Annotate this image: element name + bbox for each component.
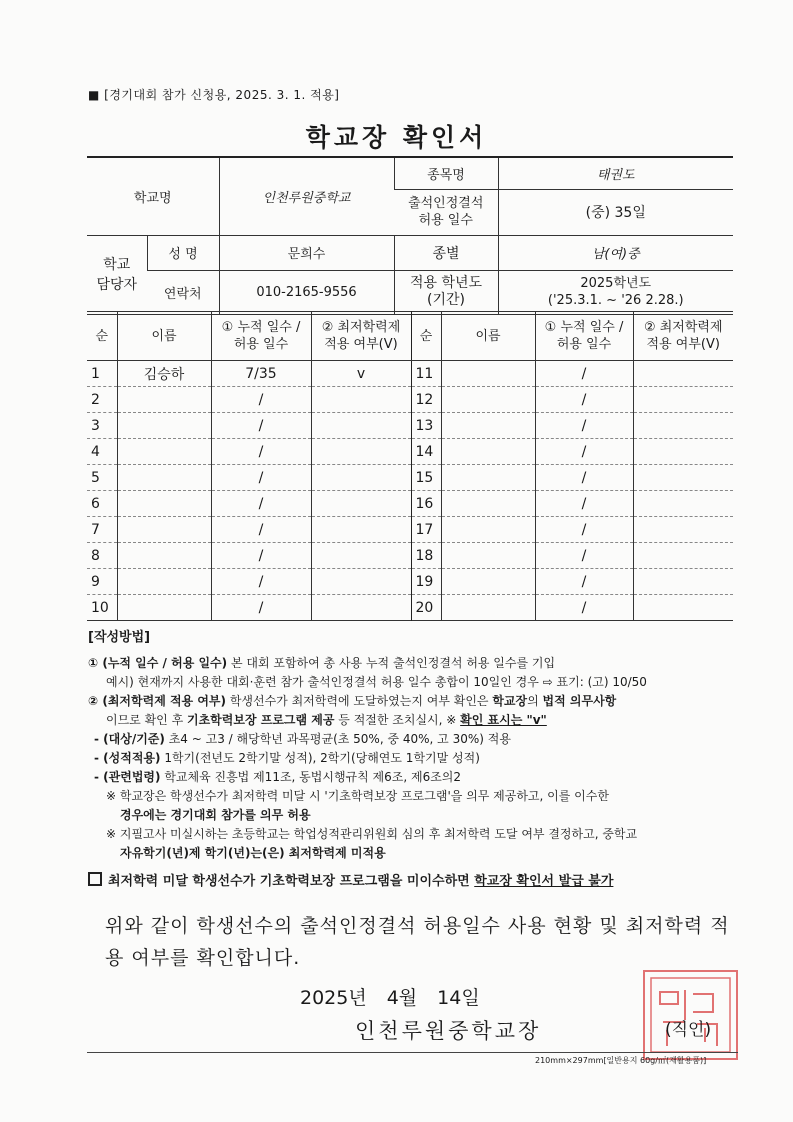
row-name: 김승하	[117, 361, 211, 387]
method-note-1: ※ 학교장은 학생선수가 최저학력 미달 시 '기초학력보장 프로그램'을 의무 제공하고, 이를 이수한	[106, 789, 609, 803]
row-name	[117, 387, 211, 413]
table-row	[87, 465, 733, 491]
header-days: ① 누적 일수 / 허용 일수	[211, 312, 311, 361]
row-days: /	[535, 361, 633, 387]
method-note-2-cont: 자유학기(년)제 학기(년)는(은) 최저학력제 미적용	[120, 846, 386, 860]
row-no: 18	[411, 543, 441, 569]
row-days: /	[211, 413, 311, 439]
table-row	[87, 569, 733, 595]
row-min	[633, 413, 733, 439]
bottom-divider	[87, 1052, 738, 1053]
row-no: 13	[411, 413, 441, 439]
school-name: 인천루원중학교	[219, 157, 394, 235]
method-note-1-cont: 경우에는 경기대회 참가를 의무 허용	[120, 808, 311, 822]
row-name	[441, 361, 535, 387]
row-min	[633, 465, 733, 491]
manager-label: 학교 담당자	[87, 235, 147, 314]
row-name	[117, 569, 211, 595]
row-name	[441, 543, 535, 569]
row-no: 11	[411, 361, 441, 387]
gender-value: 남(여)중	[498, 235, 733, 270]
issue-date: 2025년 4월 14일	[300, 987, 480, 1009]
row-min	[633, 491, 733, 517]
contact-value: 010-2165-9556	[219, 270, 394, 314]
row-no: 14	[411, 439, 441, 465]
header-no: 순	[87, 312, 117, 361]
manager-name: 문희수	[219, 235, 394, 270]
row-min	[633, 543, 733, 569]
method-note-2: ※ 지필고사 미실시하는 초등학교는 학업성적관리위원회 심의 후 최저학력 도달 여부 결정하고, 중학교	[106, 827, 638, 841]
row-name	[441, 595, 535, 621]
method-sub-2: - (성적적용) 1학기(전년도 2학기말 성적), 2학기(당해연도 1학기말 성적)	[94, 751, 480, 765]
name-label: 성 명	[147, 235, 219, 270]
row-min	[311, 543, 411, 569]
row-min	[633, 595, 733, 621]
row-days: /	[211, 569, 311, 595]
row-min	[633, 569, 733, 595]
row-no: 1	[87, 361, 117, 387]
row-no: 6	[87, 491, 117, 517]
row-days: /	[535, 543, 633, 569]
row-min: v	[311, 361, 411, 387]
table-row	[87, 595, 733, 621]
row-no: 15	[411, 465, 441, 491]
row-days: /	[211, 517, 311, 543]
row-name	[117, 517, 211, 543]
row-name	[441, 491, 535, 517]
allowance-value: (중) 35일	[498, 189, 733, 235]
seal-label: (직인)	[665, 1020, 712, 1040]
row-name	[441, 387, 535, 413]
row-days: /	[535, 439, 633, 465]
row-no: 5	[87, 465, 117, 491]
table-row	[87, 387, 733, 413]
row-days: /	[535, 387, 633, 413]
school-name-label: 학교명	[87, 157, 219, 235]
header-name: 이름	[441, 312, 535, 361]
year-label: 적용 학년도 (기간)	[394, 270, 498, 314]
row-no: 16	[411, 491, 441, 517]
row-no: 7	[87, 517, 117, 543]
row-name	[117, 439, 211, 465]
row-days: /	[211, 543, 311, 569]
row-no: 20	[411, 595, 441, 621]
row-days: 7/35	[211, 361, 311, 387]
method-heading: [작성방법]	[88, 630, 151, 645]
row-days: /	[535, 465, 633, 491]
row-days: /	[211, 465, 311, 491]
row-name	[117, 595, 211, 621]
row-name	[441, 517, 535, 543]
student-table	[87, 311, 733, 621]
year-value: 2025학년도 ('25.3.1. ~ '26 2.28.)	[498, 270, 733, 314]
row-name	[441, 413, 535, 439]
row-min	[633, 387, 733, 413]
method-item-2: ② (최저학력제 적용 여부) 학생선수가 최저학력에 도달하였는지 여부 확인은 학교장의 법적 의무사항	[88, 694, 617, 708]
row-no: 2	[87, 387, 117, 413]
principal-title: 인천루원중학교장	[355, 1019, 542, 1043]
header-no: 순	[411, 312, 441, 361]
gender-label: 종별	[394, 235, 498, 270]
header-days: ① 누적 일수 / 허용 일수	[535, 312, 633, 361]
table-row	[87, 543, 733, 569]
table-row	[87, 517, 733, 543]
row-days: /	[535, 413, 633, 439]
method-item-1: ① (누적 일수 / 허용 일수) 본 대회 포함하여 총 사용 누적 출석인정결석 허용 일수를 기입	[88, 656, 556, 670]
checkbox-square-icon	[88, 872, 102, 886]
method-sub-1: - (대상/기준) 초4 ~ 고3 / 해당학년 과목평균(초 50%, 중 40%, 고 30%) 적용	[94, 732, 511, 746]
row-name	[441, 439, 535, 465]
row-days: /	[535, 517, 633, 543]
header-min: ② 최저학력제 적용 여부(V)	[311, 312, 411, 361]
document-title: 학교장 확인서	[305, 123, 488, 152]
row-days: /	[211, 595, 311, 621]
paper-size-note: 210mm×297mm[일반용지 60g/㎡(재활용품)]	[535, 1056, 707, 1065]
row-min	[311, 569, 411, 595]
method-item-2-cont: 이므로 확인 후 기초학력보장 프로그램 제공 등 적절한 조치실시, ※ 확인 표시는 "v"	[106, 713, 547, 727]
row-min	[633, 439, 733, 465]
row-min	[311, 595, 411, 621]
contact-label: 연락처	[147, 270, 219, 314]
row-min	[633, 361, 733, 387]
row-min	[633, 517, 733, 543]
table-row	[87, 413, 733, 439]
table-row	[87, 491, 733, 517]
row-name	[117, 491, 211, 517]
table-row	[87, 361, 733, 387]
row-no: 17	[411, 517, 441, 543]
row-no: 10	[91, 599, 109, 616]
header-note: ■ [경기대회 참가 신청용, 2025. 3. 1. 적용]	[88, 88, 340, 102]
sport-value: 태권도	[498, 157, 733, 189]
row-days: /	[211, 491, 311, 517]
row-name	[117, 413, 211, 439]
issuance-notice: 최저학력 미달 학생선수가 기초학력보장 프로그램을 미이수하면 학교장 확인서 발급 불가	[88, 870, 613, 889]
row-no: 3	[87, 413, 117, 439]
row-no: 4	[87, 439, 117, 465]
row-min	[311, 413, 411, 439]
row-min	[311, 439, 411, 465]
header-name: 이름	[117, 312, 211, 361]
row-days: /	[211, 439, 311, 465]
row-min	[311, 387, 411, 413]
row-name	[117, 543, 211, 569]
header-min: ② 최저학력제 적용 여부(V)	[633, 312, 733, 361]
row-no: 19	[411, 569, 441, 595]
row-min	[311, 465, 411, 491]
row-days: /	[535, 595, 633, 621]
table-row	[87, 439, 733, 465]
allowance-label: 출석인정결석 허용 일수	[394, 189, 498, 235]
row-name	[117, 465, 211, 491]
row-no: 9	[87, 569, 117, 595]
confirmation-text: 위와 같이 학생선수의 출석인정결석 허용일수 사용 현황 및 최저학력 적용 여부를 확인합니다.	[105, 915, 730, 969]
row-min	[311, 491, 411, 517]
info-table	[87, 156, 733, 315]
sport-label: 종목명	[394, 157, 498, 189]
row-name	[441, 465, 535, 491]
method-item-1-example: 예시) 현재까지 사용한 대회·훈련 참가 출석인정결석 허용 일수 총합이 10일인 경우 ⇨ 표기: (고) 10/50	[106, 675, 647, 689]
row-no: 8	[87, 543, 117, 569]
method-sub-3: - (관련법령) 학교체육 진흥법 제11조, 동법시행규칙 제6조, 제6조의2	[94, 770, 462, 784]
row-days: /	[211, 387, 311, 413]
writing-method	[88, 628, 748, 863]
row-no: 12	[411, 387, 441, 413]
row-days: /	[535, 491, 633, 517]
row-days: /	[535, 569, 633, 595]
row-min	[311, 517, 411, 543]
row-name	[441, 569, 535, 595]
